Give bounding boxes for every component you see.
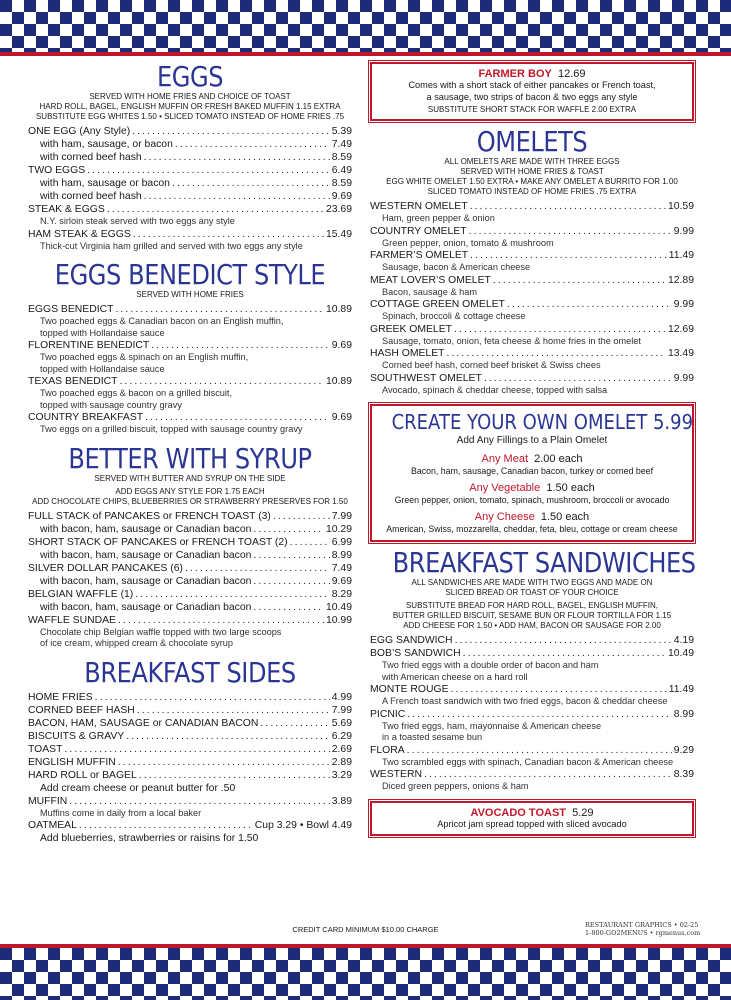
item-price: 23.69 — [325, 204, 352, 215]
item-price: 3.89 — [331, 795, 352, 807]
item-price: 8.29 — [331, 588, 352, 600]
section-title: EGGS — [156, 60, 224, 93]
create-your-own-box — [370, 404, 694, 542]
item-name: with bacon, ham, sausage or Canadian bacon — [40, 575, 252, 587]
item-name: with ham, sausage or bacon — [40, 178, 170, 189]
item-description: Diced green peppers, onions & ham — [382, 781, 529, 791]
avocado-toast-title: AVOCADO TOAST 5.29 — [470, 806, 594, 819]
leader-dots — [469, 225, 672, 238]
item-name: ENGLISH MUFFIN — [28, 756, 116, 768]
item-description: Two poached eggs & Canadian bacon on an English muffin, — [40, 316, 284, 326]
leader-dots — [175, 138, 330, 151]
menu-item — [370, 274, 694, 287]
section-note: ALL OMELETS ARE MADE WITH THREE EGGS — [444, 157, 620, 166]
item-price: 9.69 — [331, 191, 352, 202]
menu-item — [28, 536, 352, 549]
section-note: SLICED BREAD OR TOAST OF YOUR CHOICE — [445, 588, 619, 597]
item-description: topped with sausage country gravy — [40, 399, 182, 410]
item-name: HOME FRIES — [28, 691, 93, 703]
leader-dots — [87, 164, 330, 177]
leader-dots — [151, 339, 330, 352]
item-name: WAFFLE SUNDAE — [28, 614, 116, 626]
item-name: with bacon, ham, sausage or Canadian bacon — [40, 549, 252, 561]
item-description: topped with Hollandaise sauce — [40, 327, 165, 338]
leader-dots — [139, 769, 330, 782]
item-name: COUNTRY OMELET — [370, 225, 467, 237]
item-name: ONE EGG (Any Style) — [28, 126, 131, 137]
item-name: STEAK & EGGS — [28, 204, 105, 215]
item-description: Two poached eggs & spinach on an English muffin, — [40, 352, 249, 362]
item-name: EGGS BENEDICT — [28, 304, 114, 315]
leader-dots — [126, 730, 330, 743]
farmer-boy-note: SUBSTITUTE SHORT STACK FOR WAFFLE 2.00 EXTRA — [427, 105, 637, 114]
menu-item — [28, 339, 352, 352]
leader-dots — [115, 303, 324, 316]
item-price: 9.99 — [673, 299, 694, 310]
item-description: N.Y. sirloin steak served with two eggs any style — [40, 216, 235, 226]
item-price: 15.49 — [325, 228, 352, 240]
section-title: BREAKFAST SIDES — [84, 655, 296, 689]
leader-dots — [144, 190, 330, 203]
menu-item — [370, 225, 694, 238]
eggs-section — [28, 62, 352, 252]
cyo-group-price: 1.50 each — [546, 482, 595, 494]
item-price: 7.99 — [331, 510, 352, 522]
menu-list — [370, 200, 694, 396]
menu-item — [370, 323, 694, 336]
menu-item — [28, 730, 352, 743]
section-note: SERVED WITH BUTTER AND SYRUP ON THE SIDE — [94, 473, 286, 483]
item-price: 7.99 — [331, 704, 352, 716]
sides-section — [28, 655, 352, 846]
leader-dots — [118, 756, 330, 769]
menu-item — [370, 372, 694, 385]
farmer-boy-desc2: a sausage, two strips of bacon & two eggs any style — [426, 91, 638, 102]
item-name: MEAT LOVER’S OMELET — [370, 274, 491, 286]
item-name: SOUTHWEST OMELET — [370, 372, 482, 384]
item-description: Sausage, tomato, onion, feta cheese & home fries in the omelet — [382, 335, 641, 346]
section-note: HARD ROLL, BAGEL, ENGLISH MUFFIN OR FRESH BAKED MUFFIN 1.15 EXTRA — [39, 102, 341, 111]
item-price: 13.49 — [667, 348, 694, 359]
menu-item — [370, 347, 694, 360]
item-name: SILVER DOLLAR PANCAKES (6) — [28, 562, 183, 574]
menu-list — [28, 125, 352, 252]
item-description: Bacon, sausage & ham — [382, 286, 477, 297]
menu-item — [28, 575, 352, 588]
section-note: SLICED TOMATO INSTEAD OF HOME FRIES .75 EXTRA — [427, 187, 637, 196]
menu-item — [28, 562, 352, 575]
item-name: HARD ROLL or BAGEL — [28, 769, 137, 781]
right-column — [370, 62, 694, 836]
item-description: Ham, green pepper & onion — [382, 213, 495, 223]
item-name: MUFFIN — [28, 795, 68, 807]
item-name: GREEK OMELET — [370, 323, 452, 335]
item-price: Cup 3.29 • Bowl 4.49 — [254, 820, 352, 831]
restaurant-graphics-logo: RESTAURANT GRAPHICS • 02-25 1-800-GO2MENUS • rgmenus.com — [585, 921, 701, 937]
cyo-group-options: Bacon, ham, sausage, Canadian bacon, turkey or corned beef — [410, 466, 654, 476]
menu-item — [370, 298, 694, 311]
leader-dots — [470, 249, 667, 262]
menu-item — [370, 249, 694, 262]
item-price: 2.89 — [331, 756, 352, 768]
item-price: 10.49 — [325, 601, 352, 613]
item-name: EGG SANDWICH — [370, 635, 453, 646]
item-name: TOAST — [28, 743, 63, 755]
menu-item — [28, 228, 352, 241]
sandwiches-section — [370, 548, 694, 793]
item-price: 8.99 — [673, 708, 694, 720]
leader-dots — [407, 744, 672, 757]
leader-dots — [424, 768, 672, 781]
leader-dots — [493, 274, 666, 287]
item-price: 8.59 — [331, 178, 352, 189]
leader-dots — [145, 411, 330, 424]
cyo-group-heading — [376, 510, 688, 524]
menu-list — [28, 510, 352, 650]
item-description: A French toast sandwich with two fried eggs, bacon & cheddar cheese — [382, 696, 668, 706]
cyo-group-label: Any Meat — [481, 453, 528, 465]
item-price: 7.49 — [331, 139, 352, 150]
checkered-border-bottom — [0, 948, 731, 1000]
item-price: 5.69 — [331, 717, 352, 729]
leader-dots — [253, 549, 329, 562]
item-price: 9.69 — [331, 575, 352, 587]
leader-dots — [253, 523, 324, 536]
leader-dots — [172, 177, 330, 190]
item-price: 9.99 — [673, 372, 694, 384]
item-name: BELGIAN WAFFLE (1) — [28, 588, 134, 600]
menu-item — [28, 704, 352, 717]
item-description: Spinach, broccoli & cottage cheese — [382, 311, 526, 321]
item-name: MONTE ROUGE — [370, 684, 449, 695]
item-price: 2.69 — [331, 743, 352, 755]
item-name: TEXAS BENEDICT — [28, 376, 118, 387]
menu-item — [28, 375, 352, 388]
item-name: CORNED BEEF HASH — [28, 704, 135, 716]
item-description: Two scrambled eggs with spinach, Canadian bacon & American cheese — [382, 756, 674, 767]
section-note: ADD CHOCOLATE CHIPS, BLUEBERRIES OR STRAWBERRY PRESERVES FOR 1.50 — [32, 496, 348, 506]
section-note: SUBSTITUTE EGG WHITES 1.50 • SLICED TOMATO INSTEAD OF HOME FRIES .75 — [35, 112, 345, 121]
menu-item — [28, 819, 352, 832]
avocado-toast-box — [370, 801, 694, 837]
item-price: 10.49 — [667, 648, 694, 659]
leader-dots — [253, 575, 329, 588]
menu-item — [370, 768, 694, 781]
item-description: Avocado, spinach & cheddar cheese, topped with salsa — [382, 384, 608, 395]
menu-item — [28, 510, 352, 523]
menu-item — [28, 601, 352, 614]
section-note: EGG WHITE OMELET 1.50 EXTRA • MAKE ANY OMELET A BURRITO FOR 1.00 — [386, 177, 678, 186]
red-stripe-top — [0, 52, 731, 56]
menu-list — [370, 634, 694, 793]
section-note: SERVED WITH HOME FRIES — [136, 290, 244, 299]
leader-dots — [407, 708, 672, 721]
menu-item — [370, 683, 694, 696]
section-note: SERVED WITH HOME FRIES & TOAST — [460, 167, 604, 176]
section-title: EGGS BENEDICT STYLE — [54, 258, 326, 291]
item-description: Two fried eggs, ham, mayonnaise & American cheese — [382, 720, 602, 731]
item-description: with American cheese on a hard roll — [382, 671, 528, 682]
section-note: SERVED WITH HOME FRIES AND CHOICE OF TOAST — [89, 92, 291, 101]
item-description: Chocolate chip Belgian waffle topped with two large scoops — [40, 626, 282, 637]
menu-item — [28, 303, 352, 316]
leader-dots — [118, 614, 324, 627]
section-note: ADD CHEESE FOR 1.50 • ADD HAM, BACON OR SAUSAGE FOR 2.00 — [403, 621, 661, 630]
item-price: 6.29 — [331, 730, 352, 742]
cyo-group-options: American, Swiss, mozzarella, cheddar, feta, bleu, cottage or cream cheese — [386, 524, 678, 534]
item-price: 8.39 — [673, 769, 694, 780]
menu-item — [28, 691, 352, 704]
item-description: Two fried eggs with a double order of bacon and ham — [382, 660, 599, 670]
item-price: 10.89 — [325, 304, 352, 315]
item-name: with bacon, ham, sausage or Canadian bacon — [40, 523, 252, 535]
leader-dots — [144, 151, 330, 164]
item-name: with corned beef hash — [40, 152, 142, 163]
leader-dots — [64, 743, 329, 756]
section-title: BREAKFAST SANDWICHES — [392, 546, 696, 579]
item-name: BACON, HAM, SAUSAGE or CANADIAN BACON — [28, 717, 259, 729]
leader-dots — [451, 683, 667, 696]
item-description: Corned beef hash, corned beef brisket & Swiss chees — [382, 360, 601, 370]
menu-item — [28, 756, 352, 769]
item-price: 9.69 — [331, 412, 352, 423]
menu-item — [28, 203, 352, 216]
section-title: OMELETS — [476, 125, 588, 158]
left-column — [28, 62, 352, 845]
leader-dots — [507, 298, 672, 311]
cyo-title: CREATE YOUR OWN OMELET 5.99 — [391, 410, 694, 434]
section-note: ALL SANDWICHES ARE MADE WITH TWO EGGS AND MADE ON — [411, 578, 653, 587]
item-description: Muffins come in daily from a local baker — [40, 807, 202, 818]
farmer-boy-box — [370, 62, 694, 121]
item-price: 5.39 — [331, 126, 352, 137]
item-price: 12.89 — [667, 274, 694, 286]
cyo-group-label: Any Vegetable — [469, 482, 541, 494]
item-addon: Add cream cheese or peanut butter for .50 — [40, 782, 236, 794]
cyo-subtitle: Add Any Fillings to a Plain Omelet — [456, 435, 608, 446]
menu-item — [28, 717, 352, 730]
item-price: 10.29 — [325, 523, 352, 535]
item-name: FLORA — [370, 744, 405, 756]
item-name: HAM STEAK & EGGS — [28, 228, 131, 240]
menu-item — [370, 200, 694, 213]
item-description: Two eggs on a grilled biscuit, topped with sausage country gravy — [40, 424, 303, 434]
farmer-boy-desc: Comes with a short stack of either pancakes or French toast, — [408, 80, 656, 90]
menu-item — [28, 614, 352, 627]
menu-item — [28, 138, 352, 151]
leader-dots — [137, 704, 330, 717]
item-name: WESTERN — [370, 769, 422, 780]
item-price: 10.99 — [325, 614, 352, 626]
leader-dots — [470, 200, 666, 213]
leader-dots — [79, 819, 253, 832]
menu-item — [28, 164, 352, 177]
benedict-section — [28, 260, 352, 436]
cyo-group-price: 2.00 each — [534, 453, 583, 465]
menu-item — [28, 411, 352, 424]
item-name: FLORENTINE BENEDICT — [28, 340, 150, 351]
item-price: 4.99 — [331, 691, 352, 703]
menu-item — [28, 151, 352, 164]
leader-dots — [455, 634, 672, 647]
menu-item — [28, 190, 352, 203]
menu-item — [28, 177, 352, 190]
leader-dots — [132, 125, 330, 138]
item-description: topped with Hollandaise sauce — [40, 363, 165, 374]
menu-item — [370, 647, 694, 660]
menu-item — [28, 523, 352, 536]
item-description: Thick-cut Virginia ham grilled and served with two eggs any style — [40, 240, 303, 251]
leader-dots — [260, 717, 329, 730]
item-price: 11.49 — [668, 250, 694, 261]
section-title: BETTER WITH SYRUP — [68, 441, 312, 475]
leader-dots — [290, 536, 330, 549]
item-name: COTTAGE GREEN OMELET — [370, 299, 505, 310]
leader-dots — [107, 203, 324, 216]
item-price: 8.59 — [331, 152, 352, 163]
item-price: 8.99 — [331, 549, 352, 561]
item-price: 7.49 — [331, 562, 352, 574]
item-name: HASH OMELET — [370, 348, 445, 359]
leader-dots — [135, 588, 329, 601]
syrup-section — [28, 441, 352, 650]
item-name: TWO EGGS — [28, 165, 86, 176]
item-price: 6.99 — [331, 536, 352, 548]
leader-dots — [273, 510, 330, 523]
item-description: of ice cream, whipped cream & chocolate syrup — [40, 638, 234, 648]
item-name: COUNTRY BREAKFAST — [28, 412, 144, 423]
section-note: SUBSTITUTE BREAD FOR HARD ROLL, BAGEL, ENGLISH MUFFIN, — [405, 601, 659, 610]
cyo-group-options: Green pepper, onion, tomato, spinach, mushroom, broccoli or avocado — [394, 495, 670, 505]
leader-dots — [69, 795, 330, 808]
item-price: 9.69 — [331, 340, 352, 351]
leader-dots — [454, 323, 666, 336]
menu-list — [28, 303, 352, 436]
avocado-toast-desc: Apricot jam spread topped with sliced avocado — [437, 818, 627, 829]
item-name: FARMER’S OMELET — [370, 250, 469, 261]
leader-dots — [133, 228, 324, 241]
menu-item — [370, 744, 694, 757]
item-name: BOB’S SANDWICH — [370, 648, 461, 659]
item-price: 11.49 — [668, 684, 694, 695]
menu-item — [370, 634, 694, 647]
leader-dots — [253, 601, 324, 614]
leader-dots — [446, 347, 666, 360]
item-price: 9.29 — [673, 744, 694, 756]
checkered-border-top — [0, 0, 731, 52]
item-price: 10.89 — [325, 376, 352, 387]
item-description: Green pepper, onion, tomato & mushroom — [382, 237, 554, 248]
item-description: Two poached eggs & bacon on a grilled biscuit, — [40, 388, 233, 398]
cyo-group-price: 1.50 each — [540, 511, 590, 523]
item-name: OATMEAL — [28, 820, 77, 831]
item-price: 10.59 — [667, 201, 694, 212]
section-note: BUTTER GRILLED BISCUIT, SESAME BUN OR FLOUR TORTILLA FOR 1.15 — [392, 611, 672, 620]
item-name: WESTERN OMELET — [370, 201, 468, 212]
item-addon: Add blueberries, strawberries or raisins for 1.50 — [40, 833, 259, 844]
menu-item — [28, 769, 352, 782]
credit-card-note: CREDIT CARD MINIMUM $10.00 CHARGE — [292, 925, 439, 934]
menu-item — [28, 743, 352, 756]
leader-dots — [463, 647, 666, 660]
leader-dots — [185, 562, 330, 575]
item-name: with corned beef hash — [40, 191, 142, 202]
item-name: PICNIC — [370, 708, 406, 720]
item-name: with ham, sausage, or bacon — [40, 139, 173, 150]
item-price: 6.49 — [331, 165, 352, 176]
omelets-section — [370, 127, 694, 396]
leader-dots — [120, 375, 324, 388]
menu-item — [28, 549, 352, 562]
item-price: 3.29 — [331, 769, 352, 781]
menu-item — [370, 708, 694, 721]
menu-item — [28, 588, 352, 601]
item-description: Sausage, bacon & American cheese — [382, 262, 531, 272]
menu-list — [28, 691, 352, 846]
item-name: BISCUITS & GRAVY — [28, 730, 125, 742]
menu-item — [28, 795, 352, 808]
item-price: 4.19 — [673, 635, 694, 646]
item-price: 9.99 — [673, 225, 694, 237]
item-price: 12.69 — [667, 323, 694, 335]
item-name: SHORT STACK OF PANCAKES or FRENCH TOAST (2) — [28, 536, 288, 548]
item-description: in a toasted sesame bun — [382, 732, 483, 742]
item-name: FULL STACK of PANCAKES or FRENCH TOAST (3) — [28, 510, 271, 522]
leader-dots — [484, 372, 672, 385]
section-note: ADD EGGS ANY STYLE FOR 1.75 EACH — [115, 486, 265, 496]
item-name: with bacon, ham, sausage or Canadian bacon — [40, 601, 252, 613]
cyo-group-heading — [376, 452, 688, 466]
cyo-group-heading — [376, 481, 688, 495]
cyo-group-label: Any Cheese — [474, 511, 535, 523]
menu-item — [28, 125, 352, 138]
leader-dots — [95, 691, 330, 704]
farmer-boy-title: FARMER BOY 12.69 — [478, 68, 586, 80]
